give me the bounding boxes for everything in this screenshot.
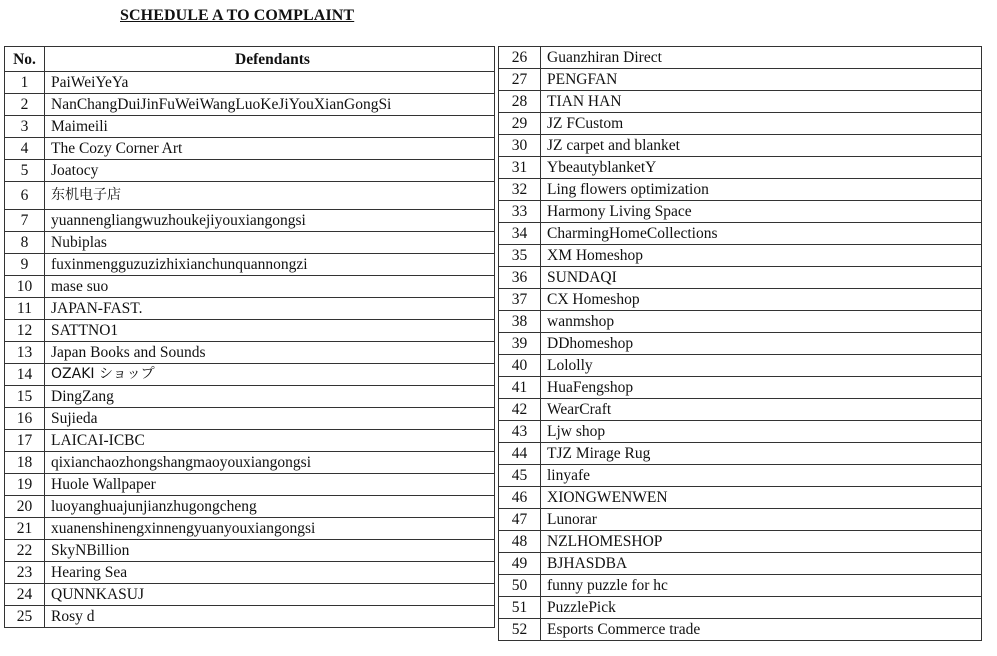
defendant-name: wanmshop xyxy=(541,311,982,333)
defendant-name: Guanzhiran Direct xyxy=(541,47,982,69)
defendant-name: mase suo xyxy=(45,276,495,298)
table-row xyxy=(499,223,982,245)
row-number: 1 xyxy=(5,72,45,94)
row-number: 25 xyxy=(5,606,45,628)
row-number: 34 xyxy=(499,223,541,245)
document-title: SCHEDULE A TO COMPLAINT xyxy=(120,7,355,24)
table-row xyxy=(499,289,982,311)
table-row xyxy=(499,91,982,113)
row-number: 24 xyxy=(5,584,45,606)
table-row xyxy=(5,496,495,518)
row-number: 35 xyxy=(499,245,541,267)
table-row xyxy=(5,386,495,408)
defendant-name: SUNDAQI xyxy=(541,267,982,289)
table-row xyxy=(499,135,982,157)
table-row xyxy=(499,157,982,179)
table-row xyxy=(5,182,495,210)
row-number: 32 xyxy=(499,179,541,201)
table-row xyxy=(5,254,495,276)
table-row xyxy=(499,201,982,223)
defendant-name: HuaFengshop xyxy=(541,377,982,399)
row-number: 18 xyxy=(5,452,45,474)
table-row xyxy=(499,113,982,135)
table-row xyxy=(5,606,495,628)
defendant-name: qixianchaozhongshangmaoyouxiangongsi xyxy=(45,452,495,474)
row-number: 52 xyxy=(499,619,541,641)
row-number: 2 xyxy=(5,94,45,116)
table-row xyxy=(499,575,982,597)
table-row xyxy=(499,333,982,355)
table-row xyxy=(5,298,495,320)
row-number: 3 xyxy=(5,116,45,138)
row-number: 38 xyxy=(499,311,541,333)
row-number: 48 xyxy=(499,531,541,553)
defendant-name: The Cozy Corner Art xyxy=(45,138,495,160)
defendant-name: NZLHOMESHOP xyxy=(541,531,982,553)
defendant-name: DingZang xyxy=(45,386,495,408)
defendant-name: Lunorar xyxy=(541,509,982,531)
table-row xyxy=(5,210,495,232)
defendant-name: Ling flowers optimization xyxy=(541,179,982,201)
defendant-name: CharmingHomeCollections xyxy=(541,223,982,245)
defendant-name: TIAN HAN xyxy=(541,91,982,113)
row-number: 50 xyxy=(499,575,541,597)
row-number: 20 xyxy=(5,496,45,518)
table-row xyxy=(499,509,982,531)
defendant-name: Rosy d xyxy=(45,606,495,628)
defendant-name: funny puzzle for hc xyxy=(541,575,982,597)
defendant-name: TJZ Mirage Rug xyxy=(541,443,982,465)
table-row xyxy=(5,364,495,386)
table-row xyxy=(499,531,982,553)
table-row xyxy=(5,408,495,430)
table-row xyxy=(499,399,982,421)
row-number: 8 xyxy=(5,232,45,254)
table-row xyxy=(5,160,495,182)
table-row xyxy=(5,276,495,298)
row-number: 31 xyxy=(499,157,541,179)
table-row xyxy=(499,597,982,619)
table-row xyxy=(499,465,982,487)
table-row xyxy=(499,487,982,509)
row-number: 51 xyxy=(499,597,541,619)
defendant-name: XIONGWENWEN xyxy=(541,487,982,509)
table-row xyxy=(499,311,982,333)
defendant-name: xuanenshinengxinnengyuanyouxiangongsi xyxy=(45,518,495,540)
row-number: 4 xyxy=(5,138,45,160)
defendant-name: JZ FCustom xyxy=(541,113,982,135)
defendant-name: fuxinmengguzuzizhixianchunquannongzi xyxy=(45,254,495,276)
defendant-name: SkyNBillion xyxy=(45,540,495,562)
defendant-name: LAICAI-ICBC xyxy=(45,430,495,452)
row-number: 5 xyxy=(5,160,45,182)
defendant-name: PENGFAN xyxy=(541,69,982,91)
defendants-table-right xyxy=(498,46,982,641)
defendant-name: Huole Wallpaper xyxy=(45,474,495,496)
row-number: 43 xyxy=(499,421,541,443)
row-number: 47 xyxy=(499,509,541,531)
row-number: 21 xyxy=(5,518,45,540)
defendant-name: Sujieda xyxy=(45,408,495,430)
row-number: 33 xyxy=(499,201,541,223)
row-number: 44 xyxy=(499,443,541,465)
table-row xyxy=(499,443,982,465)
defendant-name: 东机电子店 xyxy=(45,182,495,210)
table-row xyxy=(5,116,495,138)
defendant-name: Maimeili xyxy=(45,116,495,138)
table-row xyxy=(5,474,495,496)
table-row xyxy=(5,584,495,606)
defendant-name: JAPAN-FAST. xyxy=(45,298,495,320)
row-number: 28 xyxy=(499,91,541,113)
defendant-name: CX Homeshop xyxy=(541,289,982,311)
defendant-name: PaiWeiYeYa xyxy=(45,72,495,94)
row-number: 39 xyxy=(499,333,541,355)
row-number: 14 xyxy=(5,364,45,386)
table-row xyxy=(5,562,495,584)
defendant-name: SATTNO1 xyxy=(45,320,495,342)
row-number: 6 xyxy=(5,182,45,210)
table-row xyxy=(5,94,495,116)
table-row xyxy=(499,245,982,267)
row-number: 23 xyxy=(5,562,45,584)
table-row xyxy=(5,518,495,540)
table-row xyxy=(5,430,495,452)
defendant-name: OZAKI ショップ xyxy=(45,364,495,386)
table-row xyxy=(499,355,982,377)
defendant-name: Lololly xyxy=(541,355,982,377)
defendant-name: Hearing Sea xyxy=(45,562,495,584)
row-number: 45 xyxy=(499,465,541,487)
row-number: 41 xyxy=(499,377,541,399)
defendant-name: Ljw shop xyxy=(541,421,982,443)
row-number: 22 xyxy=(5,540,45,562)
row-number: 49 xyxy=(499,553,541,575)
row-number: 19 xyxy=(5,474,45,496)
defendant-name: luoyanghuajunjianzhugongcheng xyxy=(45,496,495,518)
table-row xyxy=(499,553,982,575)
table-row xyxy=(5,342,495,364)
row-number: 16 xyxy=(5,408,45,430)
row-number: 42 xyxy=(499,399,541,421)
table-row xyxy=(499,69,982,91)
row-number: 29 xyxy=(499,113,541,135)
row-number: 12 xyxy=(5,320,45,342)
defendant-name: BJHASDBA xyxy=(541,553,982,575)
table-row xyxy=(5,320,495,342)
defendant-name: NanChangDuiJinFuWeiWangLuoKeJiYouXianGongSi xyxy=(45,94,495,116)
defendant-name: Japan Books and Sounds xyxy=(45,342,495,364)
defendant-name: linyafe xyxy=(541,465,982,487)
defendant-name: PuzzlePick xyxy=(541,597,982,619)
defendants-table-left xyxy=(4,46,495,628)
row-number: 37 xyxy=(499,289,541,311)
header-no: No. xyxy=(5,47,45,72)
row-number: 26 xyxy=(499,47,541,69)
table-row xyxy=(5,72,495,94)
table-header-row xyxy=(5,47,495,72)
table-row xyxy=(499,377,982,399)
row-number: 15 xyxy=(5,386,45,408)
row-number: 27 xyxy=(499,69,541,91)
table-row xyxy=(5,232,495,254)
row-number: 17 xyxy=(5,430,45,452)
row-number: 11 xyxy=(5,298,45,320)
defendant-name: DDhomeshop xyxy=(541,333,982,355)
defendant-name: YbeautyblanketY xyxy=(541,157,982,179)
table-row xyxy=(5,138,495,160)
row-number: 13 xyxy=(5,342,45,364)
table-row xyxy=(499,267,982,289)
defendant-name: Harmony Living Space xyxy=(541,201,982,223)
row-number: 7 xyxy=(5,210,45,232)
row-number: 40 xyxy=(499,355,541,377)
defendant-name: Nubiplas xyxy=(45,232,495,254)
defendant-name: yuannengliangwuzhoukejiyouxiangongsi xyxy=(45,210,495,232)
table-row xyxy=(499,47,982,69)
defendant-name: XM Homeshop xyxy=(541,245,982,267)
table-row xyxy=(5,540,495,562)
row-number: 36 xyxy=(499,267,541,289)
defendant-name: Esports Commerce trade xyxy=(541,619,982,641)
defendant-name: QUNNKASUJ xyxy=(45,584,495,606)
table-row xyxy=(5,452,495,474)
row-number: 30 xyxy=(499,135,541,157)
defendant-name: WearCraft xyxy=(541,399,982,421)
table-row xyxy=(499,421,982,443)
table-row xyxy=(499,179,982,201)
row-number: 9 xyxy=(5,254,45,276)
defendant-name: Joatocy xyxy=(45,160,495,182)
row-number: 46 xyxy=(499,487,541,509)
row-number: 10 xyxy=(5,276,45,298)
defendant-name: JZ carpet and blanket xyxy=(541,135,982,157)
table-row xyxy=(499,619,982,641)
header-defendants: Defendants xyxy=(45,47,495,72)
